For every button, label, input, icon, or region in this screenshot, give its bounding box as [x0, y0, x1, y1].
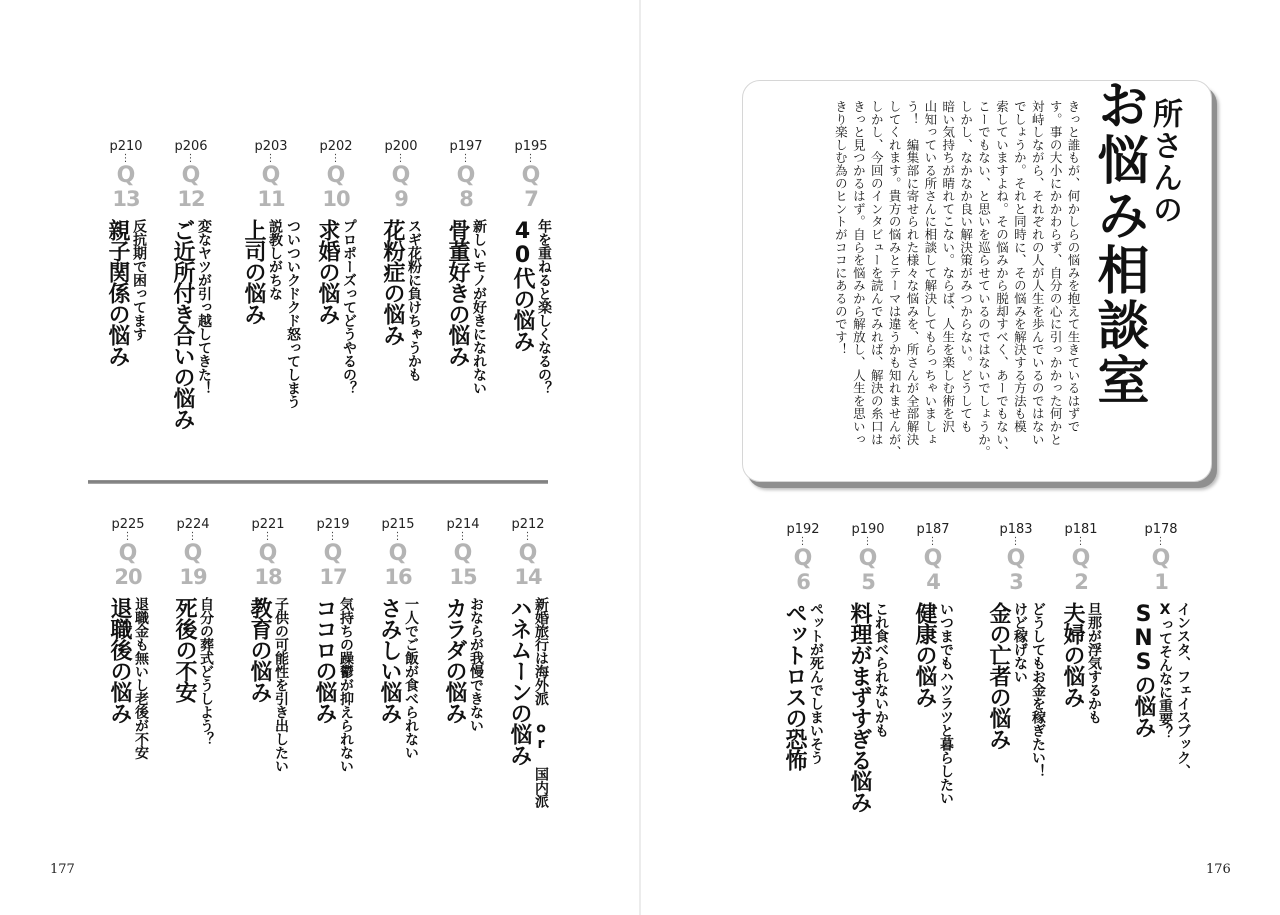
question-title: ハネムーンの悩み — [507, 597, 532, 765]
question-number: 14 — [514, 565, 542, 589]
question-subtitle: いつまでもハツラツと暮らしたい — [938, 602, 954, 805]
question-title: 健康の悩み — [912, 602, 937, 707]
question-label: Q — [858, 546, 878, 571]
leader-dots: ⋮ — [265, 153, 277, 164]
question-text — [441, 597, 485, 732]
question-number: 17 — [319, 565, 347, 589]
leader-dots: ⋮ — [522, 531, 534, 542]
page-reference: p183 — [999, 522, 1033, 537]
question-number: 2 — [1074, 570, 1088, 594]
question-subtitle: 退職金も無いし老後が不安 — [133, 597, 149, 759]
page-reference: p181 — [1064, 522, 1098, 537]
question-label: Q — [1006, 546, 1026, 571]
question-subtitle: どうしてもお金を稼ぎたい！ — [1030, 602, 1046, 778]
question-entry-q18[interactable] — [245, 518, 291, 773]
question-text — [379, 219, 423, 381]
leader-dots: ⋮ — [1155, 536, 1167, 547]
question-number: 4 — [926, 570, 940, 594]
question-text — [846, 602, 890, 812]
question-subtitle: 一人でご飯が食べられない — [403, 597, 419, 759]
page-reference: p214 — [446, 517, 480, 532]
section-divider — [88, 480, 548, 484]
question-number: 12 — [177, 187, 205, 211]
question-label: Q — [181, 163, 201, 188]
question-number: 20 — [114, 565, 142, 589]
question-subtitle: 変なヤツが引っ越してきた！ — [196, 219, 212, 395]
question-entry-q20[interactable] — [105, 518, 151, 759]
question-subtitle: 子供の可能性を引き出したい — [273, 597, 289, 773]
question-title: 教育の悩み — [247, 597, 272, 702]
question-entry-q7[interactable] — [508, 140, 554, 395]
question-subtitle: 反抗期で困ってます — [131, 219, 147, 341]
question-entry-q12[interactable] — [168, 140, 214, 429]
question-subtitle: ペットが死んでしまいそう — [808, 602, 824, 764]
leader-dots: ⋮ — [862, 536, 874, 547]
page-reference: p192 — [786, 522, 820, 537]
intro-body-line: きり楽しむ為のヒントがココにあるのです！ — [833, 100, 849, 356]
question-title: 求婚の悩み — [315, 219, 340, 324]
leader-dots: ⋮ — [120, 153, 132, 164]
intro-heading-small: 所さんの — [1147, 98, 1182, 226]
question-entry-q16[interactable] — [375, 518, 421, 759]
question-number: 19 — [179, 565, 207, 589]
intro-body-line: しかし、今回のインタビューを読んでみれば、解決の糸口は — [869, 100, 885, 446]
intro-heading — [1088, 78, 1182, 408]
question-subtitle: これ食べられないかも — [873, 602, 889, 737]
leader-dots: ⋮ — [927, 536, 939, 547]
leader-dots: ⋮ — [1010, 536, 1022, 547]
question-subtitle: 説教しがちな — [267, 219, 283, 300]
intro-body-line: 対峙しながら、それぞれの人が人生を歩んでいるのではない — [1030, 100, 1046, 446]
question-entry-q8[interactable] — [443, 140, 489, 395]
question-subtitle: Xってそんなに重要？ — [1157, 602, 1173, 739]
leader-dots: ⋮ — [460, 153, 472, 164]
page-number-right: 176 — [1206, 862, 1231, 877]
leader-dots: ⋮ — [395, 153, 407, 164]
question-label: Q — [1071, 546, 1091, 571]
question-number: 13 — [112, 187, 140, 211]
question-title: カラダの悩み — [442, 597, 467, 723]
page-reference: p221 — [251, 517, 285, 532]
question-label: Q — [116, 163, 136, 188]
intro-body-line: う！ 編集部に寄せられた様々な悩みを、所さんが全部解決 — [904, 100, 920, 446]
question-label: Q — [391, 163, 411, 188]
question-title: 花粉症の悩み — [380, 219, 405, 345]
question-text — [911, 602, 955, 805]
question-subtitle: おならが我慢できない — [468, 597, 484, 732]
question-subtitle: 新婚旅行は海外派 or 国内派 — [533, 597, 549, 808]
leader-dots: ⋮ — [187, 531, 199, 542]
page-number-left: 177 — [50, 862, 75, 877]
question-entry-q2[interactable] — [1058, 523, 1104, 724]
page-reference: p202 — [319, 139, 353, 154]
question-entry-q4[interactable] — [910, 523, 956, 805]
question-title: 金の亡者の悩み — [986, 602, 1011, 749]
question-label: Q — [258, 541, 278, 566]
question-label: Q — [326, 163, 346, 188]
page-reference: p224 — [176, 517, 210, 532]
question-subtitle: 気持ちの躁鬱が抑えられない — [338, 597, 354, 773]
question-label: Q — [1151, 546, 1171, 571]
page-reference: p206 — [174, 139, 208, 154]
leader-dots: ⋮ — [185, 153, 197, 164]
page-reference: p178 — [1144, 522, 1178, 537]
intro-heading-big: お悩み相談室 — [1088, 78, 1148, 408]
question-number: 10 — [322, 187, 350, 211]
question-text — [104, 219, 148, 366]
question-title: さみしい悩み — [377, 597, 402, 723]
leader-dots: ⋮ — [1075, 536, 1087, 547]
question-title: ココロの悩み — [312, 597, 337, 723]
intro-body-line: きっと見つかるはず。自らを悩みから解放し、人生を思いっ — [851, 100, 867, 446]
question-subtitle: 新しいモノが好きになれない — [471, 219, 487, 395]
question-title: 上司の悩み — [241, 219, 266, 324]
question-label: Q — [923, 546, 943, 571]
question-number: 15 — [449, 565, 477, 589]
question-title: ペットロスの恐怖 — [782, 602, 807, 770]
leader-dots: ⋮ — [392, 531, 404, 542]
leader-dots: ⋮ — [525, 153, 537, 164]
question-number: 9 — [394, 187, 408, 211]
page-reference: p219 — [316, 517, 350, 532]
leader-dots: ⋮ — [327, 531, 339, 542]
page-gutter — [639, 0, 641, 915]
question-subtitle: ついついクドクド怒ってしまう — [285, 219, 301, 408]
question-number: 5 — [861, 570, 875, 594]
leader-dots: ⋮ — [122, 531, 134, 542]
intro-body-line: す。事の大小にかかわらず、自分の心に引っかかった何かと — [1048, 100, 1064, 446]
question-entry-q14[interactable] — [505, 518, 551, 808]
question-title: 骨董好きの悩み — [445, 219, 470, 366]
question-number: 11 — [257, 187, 285, 211]
page-reference: p212 — [511, 517, 545, 532]
question-title: 親子関係の悩み — [105, 219, 130, 366]
question-title: ご近所付き合いの悩み — [170, 219, 195, 429]
intro-body-line: 山知っている所さんに相談して解決してもらっちゃいましょ — [922, 100, 938, 446]
question-title: 40代の悩み — [510, 219, 535, 351]
question-label: Q — [323, 541, 343, 566]
question-subtitle: 旦那が浮気するかも — [1086, 602, 1102, 724]
page-reference: p195 — [514, 139, 548, 154]
leader-dots: ⋮ — [797, 536, 809, 547]
question-label: Q — [261, 163, 281, 188]
intro-body-line: 索していますよね。その悩みから脱却すべく、あーでもない、 — [994, 100, 1010, 459]
page-reference: p197 — [449, 139, 483, 154]
question-number: 6 — [796, 570, 810, 594]
question-text — [985, 602, 1047, 778]
question-subtitle: プロポーズってどうやるの？ — [341, 219, 357, 395]
question-label: Q — [388, 541, 408, 566]
question-entry-q11[interactable] — [241, 139, 301, 408]
question-label: Q — [453, 541, 473, 566]
question-label: Q — [518, 541, 538, 566]
question-number: 16 — [384, 565, 412, 589]
question-text — [314, 219, 358, 395]
intro-body-line: してくれます。貴方の悩みとテーマは違うかも知れませんが、 — [887, 100, 903, 459]
question-text — [781, 602, 825, 770]
question-entry-q13[interactable] — [103, 140, 149, 366]
question-label: Q — [793, 546, 813, 571]
question-entry-q6[interactable] — [780, 523, 826, 770]
question-label: Q — [118, 541, 138, 566]
question-title: 料理がまずすぎる悩み — [847, 602, 872, 812]
question-text — [1130, 602, 1192, 778]
question-number: 7 — [524, 187, 538, 211]
question-text — [171, 597, 215, 746]
leader-dots: ⋮ — [457, 531, 469, 542]
question-text — [106, 597, 150, 759]
leader-dots: ⋮ — [330, 153, 342, 164]
page-reference: p187 — [916, 522, 950, 537]
question-entry-q17[interactable] — [310, 518, 356, 773]
question-entry-q1[interactable] — [1131, 522, 1191, 778]
question-label: Q — [456, 163, 476, 188]
question-text — [311, 597, 355, 773]
question-label: Q — [521, 163, 541, 188]
question-entry-q19[interactable] — [170, 518, 216, 746]
page-reference: p225 — [111, 517, 145, 532]
question-subtitle: インスタ、フェイスブック、 — [1175, 602, 1191, 778]
question-subtitle: 自分の葬式どうしよう？ — [198, 597, 214, 746]
question-text — [1059, 602, 1103, 724]
question-text — [240, 219, 302, 408]
page-reference: p215 — [381, 517, 415, 532]
question-subtitle: けど稼げない — [1012, 602, 1028, 683]
page-reference: p190 — [851, 522, 885, 537]
question-title: 退職後の悩み — [107, 597, 132, 723]
intro-body-line: こーでもない、と思いを巡らせているのではないでしょうか。 — [976, 100, 992, 459]
question-subtitle: スギ花粉に負けちゃうかも — [406, 219, 422, 381]
intro-body-line: きっと誰もが、何かしらの悩みを抱えて生きているはずで — [1066, 100, 1081, 433]
intro-body-line: しかし、なかなか良い解決策がみつからない。どうしても — [958, 100, 974, 433]
question-entry-q15[interactable] — [440, 518, 486, 732]
question-entry-q3[interactable] — [986, 522, 1046, 778]
question-number: 8 — [459, 187, 473, 211]
question-entry-q9[interactable] — [378, 140, 424, 381]
intro-body-line: でしょうか。それと同時に、その悩みを解決する方法も模 — [1012, 100, 1028, 433]
intro-body — [762, 100, 1082, 472]
page-reference: p210 — [109, 139, 143, 154]
intro-body-line: 暗い気持ちが晴れてこない。ならば、人生を楽しむ術を沢 — [940, 100, 956, 433]
question-number: 3 — [1009, 570, 1023, 594]
question-title: SNSの悩み — [1131, 602, 1156, 737]
question-text — [376, 597, 420, 759]
question-number: 1 — [1154, 570, 1168, 594]
question-title: 死後の不安 — [172, 597, 197, 702]
question-title: 夫婦の悩み — [1060, 602, 1085, 707]
question-text — [246, 597, 290, 773]
question-entry-q5[interactable] — [845, 523, 891, 812]
question-subtitle: 年を重ねると楽しくなるの？ — [536, 219, 552, 395]
question-label: Q — [183, 541, 203, 566]
leader-dots: ⋮ — [262, 531, 274, 542]
page-reference: p203 — [254, 139, 288, 154]
question-text — [444, 219, 488, 395]
question-text — [506, 597, 550, 808]
question-entry-q10[interactable] — [313, 140, 359, 395]
question-number: 18 — [254, 565, 282, 589]
question-text — [509, 219, 553, 395]
question-text — [169, 219, 213, 429]
page-reference: p200 — [384, 139, 418, 154]
